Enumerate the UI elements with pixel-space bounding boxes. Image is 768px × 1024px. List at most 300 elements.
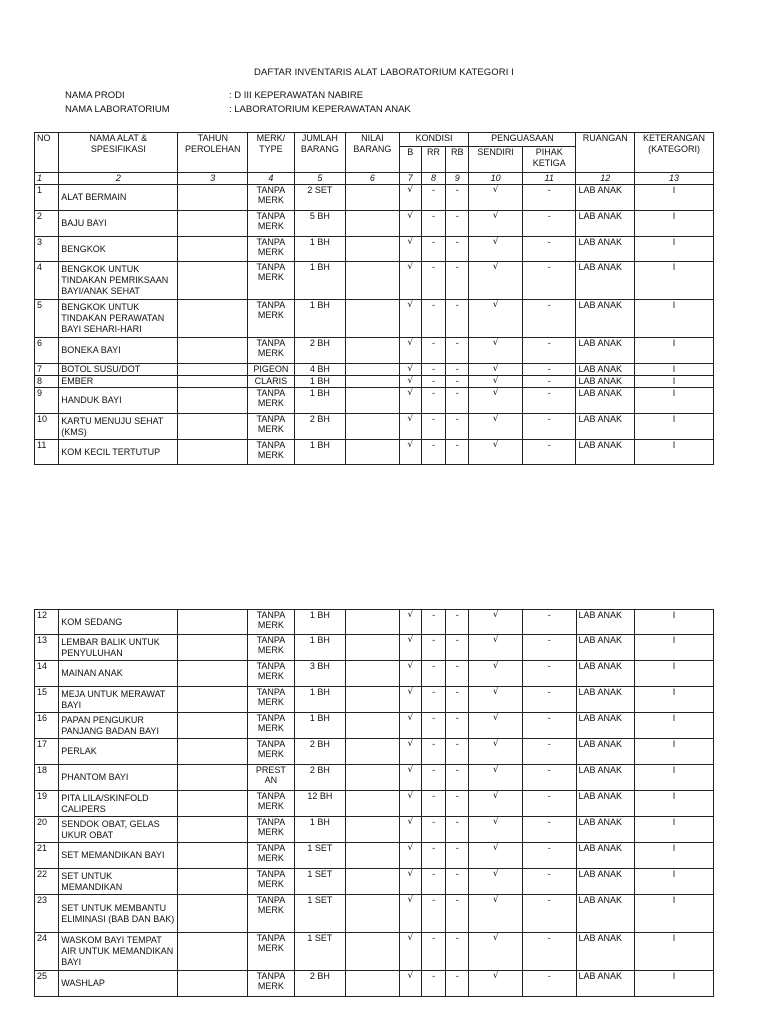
row-kondisi-rb: -: [446, 262, 469, 300]
table-row: [35, 440, 714, 465]
row-sendiri: √: [469, 869, 523, 895]
row-ruangan: LAB ANAK: [576, 364, 635, 376]
row-keterangan: I: [635, 388, 714, 414]
row-ruangan: LAB ANAK: [576, 661, 635, 687]
row-sendiri: √: [469, 262, 523, 300]
row-jumlah: 2 BH: [294, 765, 346, 791]
row-merk: TANPA MERK: [248, 388, 294, 414]
row-kondisi-b: √: [399, 869, 421, 895]
row-jumlah: 1 BH: [294, 713, 346, 739]
row-tahun: [178, 414, 248, 440]
row-kondisi-rb: -: [446, 895, 469, 933]
row-kondisi-b: √: [399, 971, 421, 997]
row-kondisi-rb: -: [446, 869, 469, 895]
row-ruangan: LAB ANAK: [576, 791, 635, 817]
column-number: 9: [446, 173, 469, 185]
row-kondisi-b: √: [399, 211, 421, 237]
row-no: 9: [35, 388, 59, 414]
header-no: NO: [35, 133, 59, 173]
row-ruangan: LAB ANAK: [576, 971, 635, 997]
row-tahun: [178, 933, 248, 971]
row-keterangan: I: [635, 414, 714, 440]
table-row: [35, 869, 714, 895]
row-jumlah: 1 SET: [294, 843, 346, 869]
header-rb: RB: [446, 147, 469, 173]
table-row: [35, 933, 714, 971]
row-pihak-ketiga: -: [522, 971, 576, 997]
row-kondisi-rb: -: [446, 185, 469, 211]
row-pihak-ketiga: -: [522, 713, 576, 739]
row-pihak-ketiga: -: [522, 610, 576, 635]
row-nama: LEMBAR BALIK UNTUK PENYULUHAN: [59, 635, 178, 661]
row-sendiri: √: [469, 661, 523, 687]
row-merk: TANPA MERK: [248, 237, 294, 262]
row-jumlah: 1 SET: [294, 933, 346, 971]
row-keterangan: I: [635, 185, 714, 211]
row-nama: PITA LILA/SKINFOLD CALIPERS: [59, 791, 178, 817]
row-nilai: [346, 791, 400, 817]
column-number: 2: [59, 173, 178, 185]
meta-label: NAMA PRODI: [65, 90, 125, 101]
row-kondisi-b: √: [399, 262, 421, 300]
table-row: [35, 262, 714, 300]
row-pihak-ketiga: -: [522, 211, 576, 237]
row-keterangan: I: [635, 610, 714, 635]
row-kondisi-b: √: [399, 364, 421, 376]
row-kondisi-rr: -: [421, 388, 445, 414]
row-nilai: [346, 635, 400, 661]
row-sendiri: √: [469, 364, 523, 376]
row-sendiri: √: [469, 895, 523, 933]
row-keterangan: I: [635, 376, 714, 388]
row-jumlah: 1 BH: [294, 237, 346, 262]
row-kondisi-rr: -: [421, 713, 445, 739]
row-pihak-ketiga: -: [522, 414, 576, 440]
column-number: 5: [294, 173, 346, 185]
row-nama: BENGKOK UNTUK TINDAKAN PEMRIKSAAN BAYI/ANAK SEHAT: [59, 262, 178, 300]
row-tahun: [178, 791, 248, 817]
row-kondisi-b: √: [399, 635, 421, 661]
row-nama: BAJU BAYI: [59, 211, 178, 237]
row-kondisi-b: √: [399, 817, 421, 843]
row-kondisi-rb: -: [446, 237, 469, 262]
row-kondisi-rr: -: [421, 687, 445, 713]
row-sendiri: √: [469, 440, 523, 465]
row-nilai: [346, 971, 400, 997]
row-merk: TANPA MERK: [248, 440, 294, 465]
row-sendiri: √: [469, 687, 523, 713]
row-kondisi-b: √: [399, 185, 421, 211]
row-kondisi-b: √: [399, 713, 421, 739]
row-kondisi-rr: -: [421, 843, 445, 869]
row-keterangan: I: [635, 817, 714, 843]
row-merk: PREST AN: [248, 765, 294, 791]
row-jumlah: 1 BH: [294, 262, 346, 300]
row-nilai: [346, 817, 400, 843]
row-merk: TANPA MERK: [248, 414, 294, 440]
row-kondisi-rr: -: [421, 185, 445, 211]
row-tahun: [178, 376, 248, 388]
table-row: [35, 388, 714, 414]
row-kondisi-rr: -: [421, 817, 445, 843]
row-nama: KARTU MENUJU SEHAT (KMS): [59, 414, 178, 440]
row-no: 18: [35, 765, 59, 791]
row-nilai: [346, 610, 400, 635]
row-merk: TANPA MERK: [248, 869, 294, 895]
row-jumlah: 2 SET: [294, 185, 346, 211]
row-ruangan: LAB ANAK: [576, 185, 635, 211]
row-no: 3: [35, 237, 59, 262]
header-tahun: TAHUN PEROLEHAN: [178, 133, 248, 173]
row-tahun: [178, 817, 248, 843]
row-sendiri: √: [469, 739, 523, 765]
row-kondisi-rr: -: [421, 211, 445, 237]
row-nama: PAPAN PENGUKUR PANJANG BADAN BAYI: [59, 713, 178, 739]
row-kondisi-rr: -: [421, 440, 445, 465]
row-keterangan: I: [635, 211, 714, 237]
row-pihak-ketiga: -: [522, 687, 576, 713]
row-sendiri: √: [469, 414, 523, 440]
row-ruangan: LAB ANAK: [576, 440, 635, 465]
row-ruangan: LAB ANAK: [576, 338, 635, 364]
column-number: 13: [635, 173, 714, 185]
table-row: [35, 300, 714, 338]
row-tahun: [178, 237, 248, 262]
row-kondisi-rr: -: [421, 364, 445, 376]
row-pihak-ketiga: -: [522, 869, 576, 895]
header-nilai: NILAI BARANG: [346, 133, 400, 173]
row-nama: WASHLAP: [59, 971, 178, 997]
row-keterangan: I: [635, 739, 714, 765]
column-number: 3: [178, 173, 248, 185]
row-keterangan: I: [635, 364, 714, 376]
row-kondisi-b: √: [399, 610, 421, 635]
meta-laboratorium: [65, 104, 411, 115]
table-row: [35, 635, 714, 661]
column-number: 6: [346, 173, 400, 185]
inventory-table-page-2: [34, 609, 714, 997]
row-ruangan: LAB ANAK: [576, 713, 635, 739]
row-nama: SENDOK OBAT, GELAS UKUR OBAT: [59, 817, 178, 843]
row-kondisi-rr: -: [421, 414, 445, 440]
row-kondisi-b: √: [399, 843, 421, 869]
table-row: [35, 765, 714, 791]
table-body-page-2: [35, 610, 714, 997]
row-kondisi-rb: -: [446, 971, 469, 997]
row-merk: TANPA MERK: [248, 791, 294, 817]
row-kondisi-rr: -: [421, 933, 445, 971]
row-kondisi-rb: -: [446, 388, 469, 414]
row-nilai: [346, 661, 400, 687]
row-nilai: [346, 376, 400, 388]
row-jumlah: 2 BH: [294, 971, 346, 997]
row-tahun: [178, 895, 248, 933]
header-jumlah: JUMLAH BARANG: [294, 133, 346, 173]
row-sendiri: √: [469, 791, 523, 817]
table-row: [35, 364, 714, 376]
row-kondisi-rb: -: [446, 817, 469, 843]
row-no: 11: [35, 440, 59, 465]
row-keterangan: I: [635, 843, 714, 869]
row-kondisi-rb: -: [446, 440, 469, 465]
table-row: [35, 661, 714, 687]
row-tahun: [178, 262, 248, 300]
row-no: 25: [35, 971, 59, 997]
row-merk: TANPA MERK: [248, 185, 294, 211]
row-pihak-ketiga: -: [522, 933, 576, 971]
row-ruangan: LAB ANAK: [576, 237, 635, 262]
row-nilai: [346, 440, 400, 465]
row-merk: CLARIS: [248, 376, 294, 388]
row-jumlah: 1 BH: [294, 388, 346, 414]
row-no: 8: [35, 376, 59, 388]
row-kondisi-rb: -: [446, 713, 469, 739]
row-kondisi-rr: -: [421, 869, 445, 895]
row-sendiri: √: [469, 211, 523, 237]
row-merk: TANPA MERK: [248, 895, 294, 933]
row-jumlah: 1 BH: [294, 376, 346, 388]
row-nama: BENGKOK: [59, 237, 178, 262]
row-kondisi-b: √: [399, 895, 421, 933]
row-nilai: [346, 262, 400, 300]
row-jumlah: 2 BH: [294, 338, 346, 364]
row-nama: PERLAK: [59, 739, 178, 765]
row-ruangan: LAB ANAK: [576, 388, 635, 414]
column-number: 10: [469, 173, 523, 185]
row-tahun: [178, 211, 248, 237]
row-nilai: [346, 933, 400, 971]
row-jumlah: 3 BH: [294, 661, 346, 687]
row-kondisi-rb: -: [446, 338, 469, 364]
header-merk: MERK/ TYPE: [248, 133, 294, 173]
row-kondisi-b: √: [399, 237, 421, 262]
row-ruangan: LAB ANAK: [576, 414, 635, 440]
table-row: [35, 610, 714, 635]
row-merk: TANPA MERK: [248, 211, 294, 237]
row-jumlah: 1 BH: [294, 817, 346, 843]
row-no: 4: [35, 262, 59, 300]
row-keterangan: I: [635, 440, 714, 465]
row-merk: TANPA MERK: [248, 739, 294, 765]
row-kondisi-rb: -: [446, 414, 469, 440]
row-no: 22: [35, 869, 59, 895]
row-ruangan: LAB ANAK: [576, 610, 635, 635]
row-kondisi-rb: -: [446, 933, 469, 971]
row-kondisi-rb: -: [446, 739, 469, 765]
row-tahun: [178, 869, 248, 895]
row-keterangan: I: [635, 300, 714, 338]
row-kondisi-rb: -: [446, 635, 469, 661]
row-nilai: [346, 237, 400, 262]
document-title: DAFTAR INVENTARIS ALAT LABORATORIUM KATEGORI I: [254, 67, 514, 78]
row-pihak-ketiga: -: [522, 765, 576, 791]
row-nama: EMBER: [59, 376, 178, 388]
row-nama: MEJA UNTUK MERAWAT BAYI: [59, 687, 178, 713]
row-ruangan: LAB ANAK: [576, 933, 635, 971]
row-pihak-ketiga: -: [522, 791, 576, 817]
row-keterangan: I: [635, 713, 714, 739]
row-nama: MAINAN ANAK: [59, 661, 178, 687]
row-sendiri: √: [469, 843, 523, 869]
row-kondisi-rb: -: [446, 610, 469, 635]
row-sendiri: √: [469, 933, 523, 971]
row-tahun: [178, 739, 248, 765]
row-jumlah: 1 SET: [294, 895, 346, 933]
row-kondisi-rb: -: [446, 843, 469, 869]
row-kondisi-rb: -: [446, 300, 469, 338]
header-sendiri: SENDIRI: [469, 147, 523, 173]
row-no: 5: [35, 300, 59, 338]
row-keterangan: I: [635, 971, 714, 997]
row-pihak-ketiga: -: [522, 262, 576, 300]
column-number-row: [35, 173, 714, 185]
row-tahun: [178, 338, 248, 364]
row-kondisi-rr: -: [421, 765, 445, 791]
row-nama: PHANTOM BAYI: [59, 765, 178, 791]
row-sendiri: √: [469, 713, 523, 739]
row-nama: KOM KECIL TERTUTUP: [59, 440, 178, 465]
column-number: 8: [421, 173, 445, 185]
row-merk: TANPA MERK: [248, 300, 294, 338]
row-kondisi-rb: -: [446, 661, 469, 687]
row-no: 13: [35, 635, 59, 661]
row-pihak-ketiga: -: [522, 895, 576, 933]
table-row: [35, 713, 714, 739]
row-sendiri: √: [469, 388, 523, 414]
row-sendiri: √: [469, 817, 523, 843]
row-nilai: [346, 364, 400, 376]
row-ruangan: LAB ANAK: [576, 376, 635, 388]
row-tahun: [178, 843, 248, 869]
row-kondisi-rb: -: [446, 791, 469, 817]
row-ruangan: LAB ANAK: [576, 300, 635, 338]
row-tahun: [178, 610, 248, 635]
table-body-page-1: [35, 185, 714, 465]
row-pihak-ketiga: -: [522, 364, 576, 376]
row-ruangan: LAB ANAK: [576, 765, 635, 791]
row-keterangan: I: [635, 237, 714, 262]
row-pihak-ketiga: -: [522, 440, 576, 465]
row-kondisi-rr: -: [421, 610, 445, 635]
header-b: B: [399, 147, 421, 173]
row-pihak-ketiga: -: [522, 237, 576, 262]
row-jumlah: 1 BH: [294, 610, 346, 635]
row-merk: TANPA MERK: [248, 713, 294, 739]
row-jumlah: 1 BH: [294, 300, 346, 338]
header-penguasaan: PENGUASAAN: [469, 133, 576, 147]
table-row: [35, 338, 714, 364]
row-kondisi-b: √: [399, 661, 421, 687]
row-ruangan: LAB ANAK: [576, 635, 635, 661]
row-tahun: [178, 765, 248, 791]
row-ruangan: LAB ANAK: [576, 739, 635, 765]
row-sendiri: √: [469, 300, 523, 338]
row-merk: TANPA MERK: [248, 338, 294, 364]
row-nama: HANDUK BAYI: [59, 388, 178, 414]
row-kondisi-b: √: [399, 687, 421, 713]
row-no: 1: [35, 185, 59, 211]
row-kondisi-rr: -: [421, 300, 445, 338]
row-merk: TANPA MERK: [248, 971, 294, 997]
row-nama: WASKOM BAYI TEMPAT AIR UNTUK MEMANDIKAN BAYI: [59, 933, 178, 971]
row-kondisi-rr: -: [421, 895, 445, 933]
row-ruangan: LAB ANAK: [576, 262, 635, 300]
row-tahun: [178, 635, 248, 661]
row-kondisi-b: √: [399, 933, 421, 971]
row-kondisi-rr: -: [421, 971, 445, 997]
table-row: [35, 687, 714, 713]
row-keterangan: I: [635, 262, 714, 300]
row-nama: BENGKOK UNTUK TINDAKAN PERAWATAN BAYI SEHARI-HARI: [59, 300, 178, 338]
header-kondisi: KONDISI: [399, 133, 469, 147]
row-kondisi-rr: -: [421, 635, 445, 661]
row-kondisi-b: √: [399, 376, 421, 388]
row-pihak-ketiga: -: [522, 338, 576, 364]
row-nilai: [346, 338, 400, 364]
row-jumlah: 5 BH: [294, 211, 346, 237]
row-kondisi-rr: -: [421, 262, 445, 300]
row-sendiri: √: [469, 185, 523, 211]
row-nama: SET UNTUK MEMANDIKAN: [59, 869, 178, 895]
row-ruangan: LAB ANAK: [576, 843, 635, 869]
row-sendiri: √: [469, 610, 523, 635]
header-rr: RR: [421, 147, 445, 173]
row-merk: TANPA MERK: [248, 687, 294, 713]
row-pihak-ketiga: -: [522, 388, 576, 414]
row-pihak-ketiga: -: [522, 843, 576, 869]
row-kondisi-b: √: [399, 791, 421, 817]
column-number: 7: [399, 173, 421, 185]
column-number: 12: [576, 173, 635, 185]
row-kondisi-rr: -: [421, 338, 445, 364]
row-sendiri: √: [469, 765, 523, 791]
row-tahun: [178, 661, 248, 687]
row-merk: PIGEON: [248, 364, 294, 376]
row-pihak-ketiga: -: [522, 661, 576, 687]
row-pihak-ketiga: -: [522, 185, 576, 211]
row-tahun: [178, 440, 248, 465]
row-keterangan: I: [635, 869, 714, 895]
row-keterangan: I: [635, 895, 714, 933]
row-jumlah: 2 BH: [294, 414, 346, 440]
row-pihak-ketiga: -: [522, 817, 576, 843]
table-row: [35, 739, 714, 765]
row-nilai: [346, 713, 400, 739]
row-pihak-ketiga: -: [522, 300, 576, 338]
table-row: [35, 895, 714, 933]
row-nilai: [346, 765, 400, 791]
row-kondisi-rr: -: [421, 661, 445, 687]
meta-prodi: [65, 90, 363, 101]
row-no: 24: [35, 933, 59, 971]
row-kondisi-b: √: [399, 414, 421, 440]
header-pihak-ketiga: PIHAK KETIGA: [522, 147, 576, 173]
row-kondisi-rb: -: [446, 376, 469, 388]
row-sendiri: √: [469, 338, 523, 364]
row-no: 6: [35, 338, 59, 364]
row-no: 17: [35, 739, 59, 765]
row-keterangan: I: [635, 338, 714, 364]
table-row: [35, 843, 714, 869]
header-nama: NAMA ALAT & SPESIFIKASI: [59, 133, 178, 173]
row-nilai: [346, 211, 400, 237]
row-nama: BONEKA BAYI: [59, 338, 178, 364]
row-nama: ALAT BERMAIN: [59, 185, 178, 211]
row-ruangan: LAB ANAK: [576, 211, 635, 237]
row-nilai: [346, 185, 400, 211]
row-kondisi-rb: -: [446, 687, 469, 713]
table-row: [35, 791, 714, 817]
